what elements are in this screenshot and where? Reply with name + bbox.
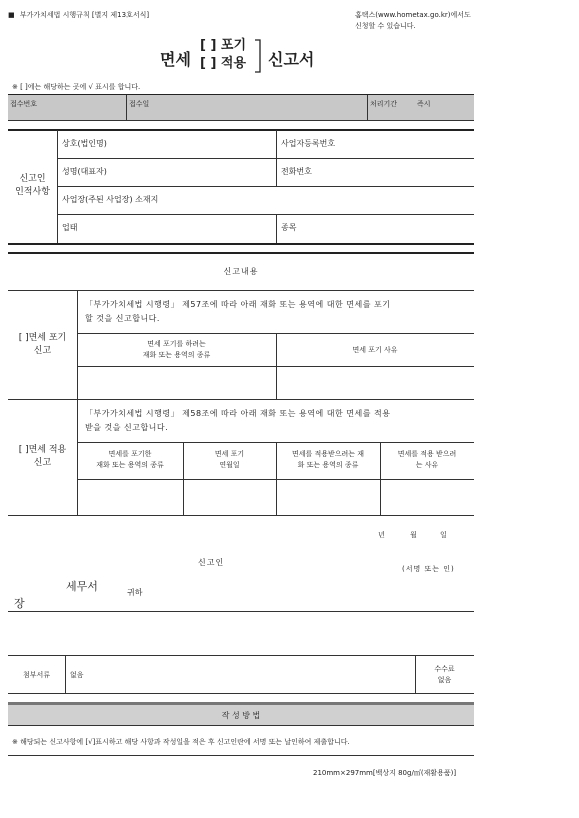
apply-col2-line1: 면세 포기 <box>214 450 245 458</box>
waiver-goods-input[interactable] <box>78 367 275 398</box>
apply-col1-line1: 면세를 포기한 <box>108 450 152 458</box>
form-reference <box>8 10 149 20</box>
processing-period-value: 즉시 <box>417 100 431 108</box>
apply-label[interactable] <box>8 444 77 470</box>
title-option-waive[interactable]: [ ] 포기 <box>200 38 247 53</box>
business-reg-number-field[interactable]: 사업자등록번호 <box>281 139 336 148</box>
paper-spec: 210mm×297mm[백상지 80g/㎡(재활용품)] <box>313 769 457 777</box>
writing-method-note: ※ 해당되는 신고사항에 [√]표시하고 해당 사항과 작성일을 적은 후 신고인란에 서명 또는 날인하여 제출합니다. <box>12 738 350 746</box>
apply-col3-line1: 면세를 적용받으려는 재 <box>291 450 365 458</box>
law-reference: 부가가치세법 시행규칙 [별지 제13호서식] <box>19 11 150 19</box>
apply-col3-line2: 화 또는 용역의 종류 <box>297 461 359 469</box>
writing-method-heading: 작 성 방 법 <box>221 711 261 720</box>
content-heading: 신고내용 <box>223 267 259 276</box>
apply-goods-input[interactable] <box>277 480 379 514</box>
waiver-statement-line1: 「부가가치세법 시행령」 제57조에 따라 아래 재화 또는 용역에 대한 면세를 포기 <box>85 300 391 309</box>
waiver-reason-input[interactable] <box>277 367 474 398</box>
fee-value: 없음 <box>437 676 452 684</box>
fee-box <box>415 664 474 686</box>
apply-waiver-date-input[interactable] <box>184 480 275 514</box>
apply-col1-line2: 재화 또는 용역의 종류 <box>96 461 164 469</box>
apply-statement-line2: 받을 것을 신고합니다. <box>85 423 169 432</box>
title-prefix: 면세 <box>160 50 191 69</box>
bracket-icon <box>254 39 262 73</box>
apply-label-line1: [ ]면세 적용 <box>18 445 67 455</box>
receipt-date-label: 접수일 <box>129 100 150 108</box>
receipt-number-label: 접수번호 <box>10 100 38 108</box>
apply-goods-header <box>276 449 380 471</box>
declarant-label-line1: 신고인 <box>19 174 46 184</box>
attachments-value: 없음 <box>70 671 84 679</box>
business-type-field[interactable]: 업태 <box>62 223 78 232</box>
apply-col2-line2: 연월일 <box>219 461 240 469</box>
processing-period-label: 처리기간 <box>370 100 398 108</box>
waiver-goods-header-line1: 면세 포기를 하려는 <box>147 340 206 348</box>
bullet-icon: ■ <box>8 11 15 19</box>
waiver-statement <box>85 298 390 326</box>
apply-reason-input[interactable] <box>381 480 474 514</box>
signature-field[interactable]: (서명 또는 인) <box>402 565 455 573</box>
company-name-field[interactable]: 상호(법인명) <box>62 139 107 148</box>
representative-name-field[interactable]: 성명(대표자) <box>62 167 107 176</box>
declarant-label-line2: 인적사항 <box>15 187 50 197</box>
signature-declarant-label: 신고인 <box>198 558 225 567</box>
receipt-band <box>8 95 474 120</box>
business-item-field[interactable]: 종목 <box>281 223 297 232</box>
waiver-label-line2: 신고 <box>33 346 52 356</box>
apply-waived-goods-header <box>77 449 183 471</box>
tax-office-name[interactable]: 세무서 <box>66 580 98 593</box>
declarant-section-label <box>8 173 57 199</box>
hometax-note-line1: 홈택스(www.hometax.go.kr)에서도 <box>355 11 471 19</box>
apply-col4-line1: 면세를 적용 받으려 <box>397 450 457 458</box>
date-day[interactable]: 일 <box>440 531 447 539</box>
title-suffix: 신고서 <box>268 50 315 69</box>
hometax-note <box>355 10 471 32</box>
attachments-label: 첨부서류 <box>22 671 51 679</box>
form-title <box>160 37 420 77</box>
title-options <box>200 37 246 73</box>
waiver-statement-line2: 할 것을 신고합니다. <box>85 314 160 323</box>
apply-col4-line2: 는 사유 <box>415 461 439 469</box>
apply-statement-line1: 「부가가치세법 시행령」 제58조에 따라 아래 재화 또는 용역에 대한 면세를 적용 <box>85 409 391 418</box>
apply-waived-goods-input[interactable] <box>78 480 182 514</box>
waiver-goods-header-line2: 재화 또는 용역의 종류 <box>142 351 211 359</box>
date-month[interactable]: 월 <box>410 531 417 539</box>
tax-office-chief: 장 <box>14 597 25 610</box>
hometax-note-line2: 신청할 수 있습니다. <box>355 22 416 30</box>
waiver-label-line1: [ ]면세 포기 <box>18 333 67 343</box>
fee-label: 수수료 <box>434 665 455 673</box>
apply-statement <box>85 407 390 435</box>
waiver-label[interactable] <box>8 332 77 358</box>
business-address-field[interactable]: 사업장(주된 사업장) 소재지 <box>62 195 159 204</box>
apply-reason-header <box>380 449 474 471</box>
waiver-goods-header <box>77 339 276 361</box>
title-option-apply[interactable]: [ ] 적용 <box>200 56 247 71</box>
checkbox-instruction: ※ [ ]에는 해당하는 곳에 √ 표시를 합니다. <box>12 83 141 91</box>
apply-waiver-date-header <box>183 449 276 471</box>
phone-number-field[interactable]: 전화번호 <box>281 167 312 176</box>
honorific: 귀하 <box>127 588 143 597</box>
apply-label-line2: 신고 <box>33 458 52 468</box>
waiver-reason-header: 면세 포기 사유 <box>352 346 398 354</box>
date-year[interactable]: 년 <box>378 531 385 539</box>
